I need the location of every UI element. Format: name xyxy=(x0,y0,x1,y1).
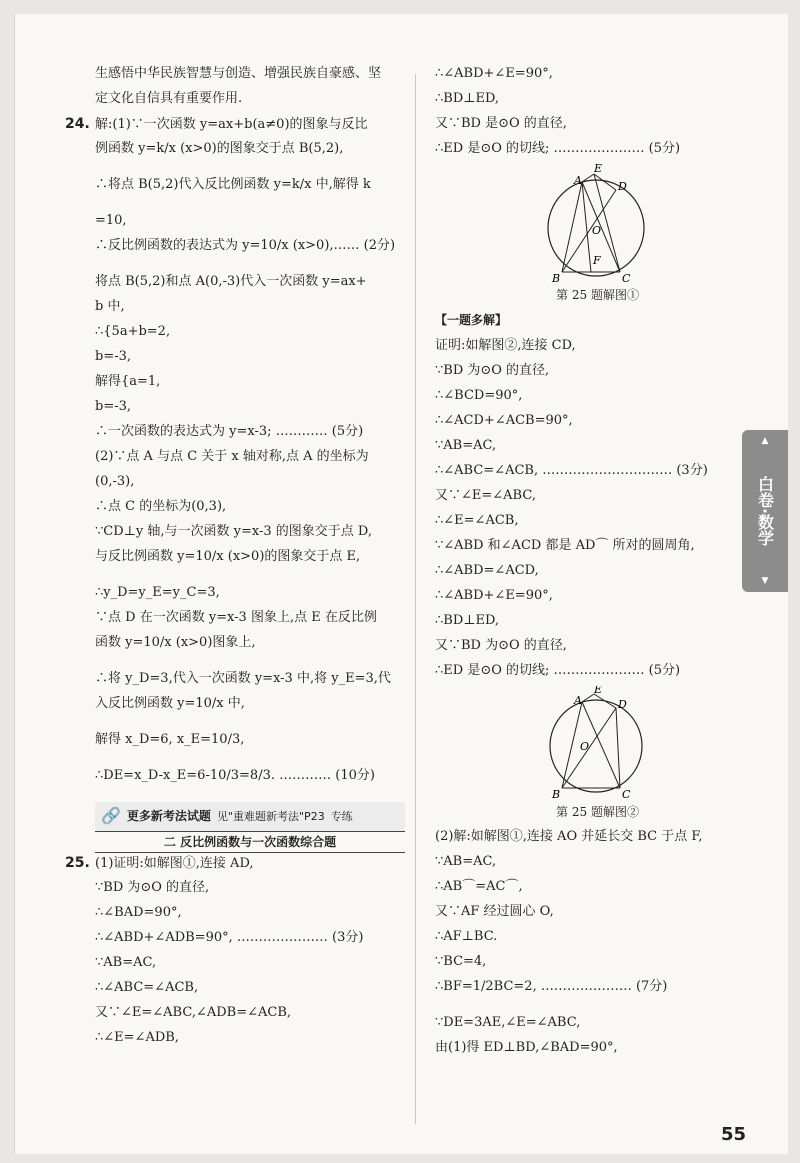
page xyxy=(14,14,788,1154)
multi-line: ∴BD⊥ED, xyxy=(435,612,500,628)
part2-line: ∵BC=4, xyxy=(435,954,487,970)
q24-line: ∴将 y_D=3,代入一次函数 y=x-3 中,将 y_E=3,代 xyxy=(95,671,391,686)
intro-line: 生感悟中华民族智慧与创造、增强民族自豪感、坚 xyxy=(95,66,382,81)
q24-line: 函数 y=10/x (x>0)图象上, xyxy=(95,635,256,650)
label-A: A xyxy=(573,693,582,707)
part2-line: 又∵AF 经过圆心 O, xyxy=(435,904,554,920)
multi-line: 又∵∠E=∠ABC, xyxy=(435,487,536,503)
q25-line: ∵BD 为⊙O 的直径, xyxy=(95,880,210,896)
label-D: D xyxy=(617,697,627,711)
q24-line: (2)∵点 A 与点 C 关于 x 轴对称,点 A 的坐标为 xyxy=(95,449,369,464)
q24-line: 入反比例函数 y=10/x 中, xyxy=(95,696,245,711)
multi-line: ∴ED 是⊙O 的切线; ………………… (5分) xyxy=(435,662,681,678)
q24-line: ∴反比例函数的表达式为 y=10/x (x>0),…… (2分) xyxy=(95,238,396,253)
q25-line: ∵AB=AC, xyxy=(95,955,157,971)
label-C: C xyxy=(621,787,630,801)
q24-line: ∴{5a+b=2, xyxy=(95,324,171,339)
label-E: E xyxy=(593,164,602,175)
q24-line: b=-3, xyxy=(95,399,132,414)
q24-line: ∴点 C 的坐标为(0,3), xyxy=(95,499,227,514)
q25-number: 25. xyxy=(65,855,90,872)
q24-line: ∴一次函数的表达式为 y=x-3; ………… (5分) xyxy=(95,424,364,439)
figure-1-caption: 第 25 题解图① xyxy=(556,288,639,302)
part2-line: 由(1)得 ED⊥BD,∠BAD=90°, xyxy=(435,1040,618,1056)
label-B: B xyxy=(551,272,560,284)
label-A: A xyxy=(573,174,582,187)
label-F: F xyxy=(592,254,601,267)
figure-2-caption: 第 25 题解图② xyxy=(556,804,639,819)
multi-line: ∴∠ABD=∠ACD, xyxy=(435,562,539,578)
part2-line: ∵DE=3AE,∠E=∠ABC, xyxy=(435,1015,581,1031)
q24-line: =10, xyxy=(95,213,127,228)
q25-line: ∴∠E=∠ADB, xyxy=(95,1030,179,1046)
multi-line: ∴∠BCD=90°, xyxy=(435,387,523,403)
q25-cont-line: ∴ED 是⊙O 的切线; ………………… (5分) xyxy=(435,141,681,156)
multi-line: ∵BD 为⊙O 的直径, xyxy=(435,362,550,378)
q24-line: 将点 B(5,2)和点 A(0,-3)代入一次函数 y=ax+ xyxy=(95,274,367,289)
part2-line: ∴AB⌒=AC⌒, xyxy=(435,879,523,895)
figure-25-2 xyxy=(538,686,658,801)
section-subtitle: 二 反比例函数与一次函数综合题 xyxy=(95,831,405,854)
right-column xyxy=(435,64,760,1063)
multi-line: ∴∠ACD+∠ACB=90°, xyxy=(435,412,573,428)
q24-line: 24. 解:(1)∵一次函数 y=ax+b(a≠0)的图象与反比 xyxy=(65,114,405,139)
q24-line: 解得{a=1, xyxy=(95,374,161,389)
q24-line: b 中, xyxy=(95,299,125,314)
intro-line: 定文化自信具有重要作用. xyxy=(95,91,243,106)
side-tab xyxy=(742,430,788,592)
page-number: 55 xyxy=(721,1124,747,1145)
q25-line: ∴∠BAD=90°, xyxy=(95,905,182,921)
multi-line: ∵∠ABD 和∠ACD 都是 AD⌒ 所对的圆周角, xyxy=(435,537,695,553)
q24-line: ∵CD⊥y 轴,与一次函数 y=x-3 的图象交于点 D, xyxy=(95,524,372,539)
q25-line: ∴∠ABC=∠ACB, xyxy=(95,980,199,996)
multi-line: ∵AB=AC, xyxy=(435,437,497,453)
side-tab-label: 白卷·数学 xyxy=(755,475,775,547)
multi-line: ∴∠ABC=∠ACB, ………………………… (3分) xyxy=(435,462,708,478)
q24-number: 24. xyxy=(65,116,90,132)
q24-line: ∵点 D 在一次函数 y=x-3 图象上,点 E 在反比例 xyxy=(95,610,377,625)
q25-line: 25. (1)证明:如解图①,连接 AD, xyxy=(65,853,405,878)
q25-line: 又∵∠E=∠ABC,∠ADB=∠ACB, xyxy=(95,1005,292,1021)
multi-line: 又∵BD 为⊙O 的直径, xyxy=(435,637,567,653)
more-questions-band xyxy=(95,802,405,831)
multi-line: ∴∠ABD+∠E=90°, xyxy=(435,587,553,603)
part2-line: ∴AF⊥BC. xyxy=(435,929,498,945)
q25-cont-line: ∴BD⊥ED, xyxy=(435,91,500,106)
part2-line: (2)解:如解图①,连接 AO 并延长交 BC 于点 F, xyxy=(435,829,703,845)
label-O: O xyxy=(591,224,601,237)
band-title: 更多新考法试题 xyxy=(126,809,211,824)
q25-cont-line: ∴∠ABD+∠E=90°, xyxy=(435,66,553,81)
column-divider xyxy=(415,74,416,1124)
up-triangle-icon: ▲ xyxy=(760,436,770,446)
part2-line: ∵AB=AC, xyxy=(435,854,497,870)
q24-line: 解得 x_D=6, x_E=10/3, xyxy=(95,732,245,747)
down-triangle-icon: ▼ xyxy=(760,576,770,586)
figure-25-1 xyxy=(538,164,658,284)
multi-solution-title: 【一题多解】 xyxy=(435,312,508,327)
band-tag: 专练 xyxy=(330,809,353,823)
label-E: E xyxy=(593,685,602,696)
q24-line: (0,-3), xyxy=(95,474,135,489)
link-icon: 🔗 xyxy=(101,806,121,825)
q25-cont-line: 又∵BD 是⊙O 的直径, xyxy=(435,116,567,131)
label-B: B xyxy=(551,787,560,801)
q24-line: 例函数 y=k/x (x>0)的图象交于点 B(5,2), xyxy=(95,141,344,156)
q24-line: ∴将点 B(5,2)代入反比例函数 y=k/x 中,解得 k xyxy=(95,177,371,192)
multi-line: 证明:如解图②,连接 CD, xyxy=(435,337,576,353)
q24-line: ∴DE=x_D-x_E=6-10/3=8/3. ………… (10分) xyxy=(95,768,375,783)
q24-line: 与反比例函数 y=10/x (x>0)的图象交于点 E, xyxy=(95,549,361,564)
label-D: D xyxy=(617,180,627,193)
q24-line: ∴y_D=y_E=y_C=3, xyxy=(95,585,220,600)
label-C: C xyxy=(621,272,630,284)
band-reference: 见"重难题新考法"P23 xyxy=(216,809,325,823)
label-O: O xyxy=(579,739,589,753)
left-column xyxy=(65,64,405,1053)
part2-line: ∴BF=1/2BC=2, ………………… (7分) xyxy=(435,979,668,995)
multi-line: ∴∠E=∠ACB, xyxy=(435,512,519,528)
q24-line: b=-3, xyxy=(95,349,132,364)
q25-line: ∴∠ABD+∠ADB=90°, ………………… (3分) xyxy=(95,930,364,946)
